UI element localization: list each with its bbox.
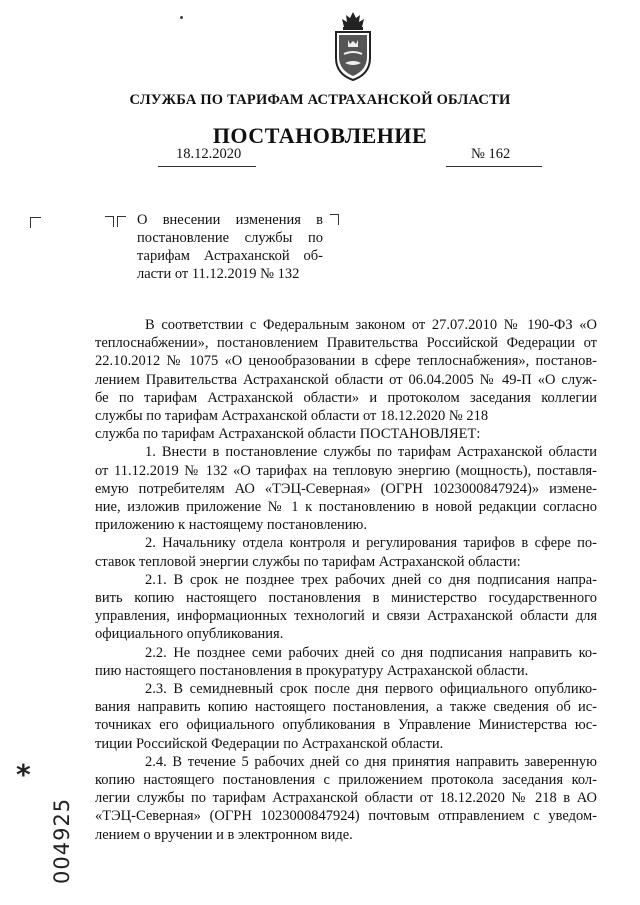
stamp-serial-number: 004925 [50, 797, 74, 884]
body-line: от 11.12.2019 № 132 «О тарифах на тепловую энергию (мощность), поставля- [95, 462, 597, 479]
subject-bracket-left-b [117, 216, 126, 227]
body-line: В соответствии с Федеральным законом от 27.07.2010 № 190-ФЗ «О [145, 317, 597, 333]
subject-line: О внесении изменения в [137, 212, 323, 228]
stamp-asterisk: * [16, 758, 31, 791]
body-line: 2.3. В семидневный срок после дня первого официального опублико- [145, 681, 597, 698]
body-line: 2.2. Не позднее семи рабочих дней со дня подписания направить ко- [145, 644, 597, 661]
body-line: емую потребителям АО «ТЭЦ-Северная» (ОГРН 1023000847924)» измене- [95, 480, 597, 497]
body-line: легии службы по тарифам Астраханской области от 18.12.2020 № 218 в АО [95, 790, 597, 807]
date-underline [158, 166, 256, 167]
body-line: пию настоящего постановления в прокуратуру Астраханской области. [95, 662, 529, 679]
body-line: тиции Российской Федерации по Астраханской области. [95, 735, 444, 752]
body-line: копию настоящего постановления с приложением протокола заседания кол- [95, 772, 597, 789]
coat-of-arms-icon [330, 10, 376, 82]
body-line: 2.1. В срок не позднее трех рабочих дней со дня подписания напра- [145, 571, 597, 588]
scan-speck [180, 16, 183, 19]
document-type-title: ПОСТАНОВЛЕНИЕ [212, 123, 428, 148]
document-body [95, 316, 597, 844]
body-line: 1. Внести в постановление службы по тарифам Астраханской области [145, 444, 597, 461]
body-line: приложению к настоящему постановлению. [95, 517, 367, 534]
body-line: официального опубликования. [95, 626, 284, 643]
body-line: «ТЭЦ-Северная» (ОГРН 1023000847924) почтовым отправлением с уведом- [95, 808, 597, 825]
document-number: № 162 [471, 146, 511, 162]
subject-line: постановление службы по [137, 230, 323, 246]
organization-name: СЛУЖБА ПО ТАРИФАМ АСТРАХАНСКОЙ ОБЛАСТИ [129, 92, 511, 108]
subject-line: ласти от 11.12.2019 № 132 [137, 266, 300, 282]
number-underline [446, 166, 542, 167]
subject-bracket-left-a [105, 216, 114, 227]
corner-mark-left [30, 217, 41, 228]
body-line: ние, изложив приложение № 1 к постановлению в новой редакции согласно [95, 499, 597, 516]
registration-stamp [12, 758, 74, 884]
subject-bracket-right [330, 214, 339, 225]
body-line: служба по тарифам Астраханской области ПОСТАНОВЛЯЕТ: [95, 426, 481, 443]
body-line: 22.10.2012 № 1075 «О ценообразовании в сфере теплоснабжения», постанов- [95, 353, 597, 370]
body-line: службы по тарифам Астраханской области от 18.12.2020 № 218 [95, 408, 489, 425]
body-line: 2.4. В течение 5 рабочих дней со дня принятия направить заверенную [145, 753, 597, 770]
body-line: лением Правительства Астраханской области от 06.04.2005 № 49-П «О служ- [95, 371, 597, 388]
subject-block [137, 211, 323, 283]
document-date: 18.12.2020 [176, 146, 242, 162]
subject-line: тарифам Астраханской об- [137, 248, 323, 264]
body-line: вания направить копию настоящего постановления, а также сведения об ис- [95, 699, 597, 716]
body-line: лением о вручении и в электронном виде. [95, 826, 353, 843]
body-line: теплоснабжении», постановлением Правительства Российской Федерации от [95, 335, 597, 352]
body-line: 2. Начальнику отдела контроля и регулирования тарифов в сфере по- [145, 535, 597, 552]
body-line: точниках его официального опубликования в Управление Министерства юс- [95, 717, 597, 734]
body-line: управления, информационных технологий и связи Астраханской области для [95, 608, 597, 625]
body-line: ставок тепловой энергии службы по тарифам Астраханской области: [95, 553, 521, 570]
body-line: бе по тарифам Астраханской области» и протоколом заседания коллегии [95, 389, 597, 406]
body-line: вить копию настоящего постановления в министерство государственного [95, 590, 597, 607]
